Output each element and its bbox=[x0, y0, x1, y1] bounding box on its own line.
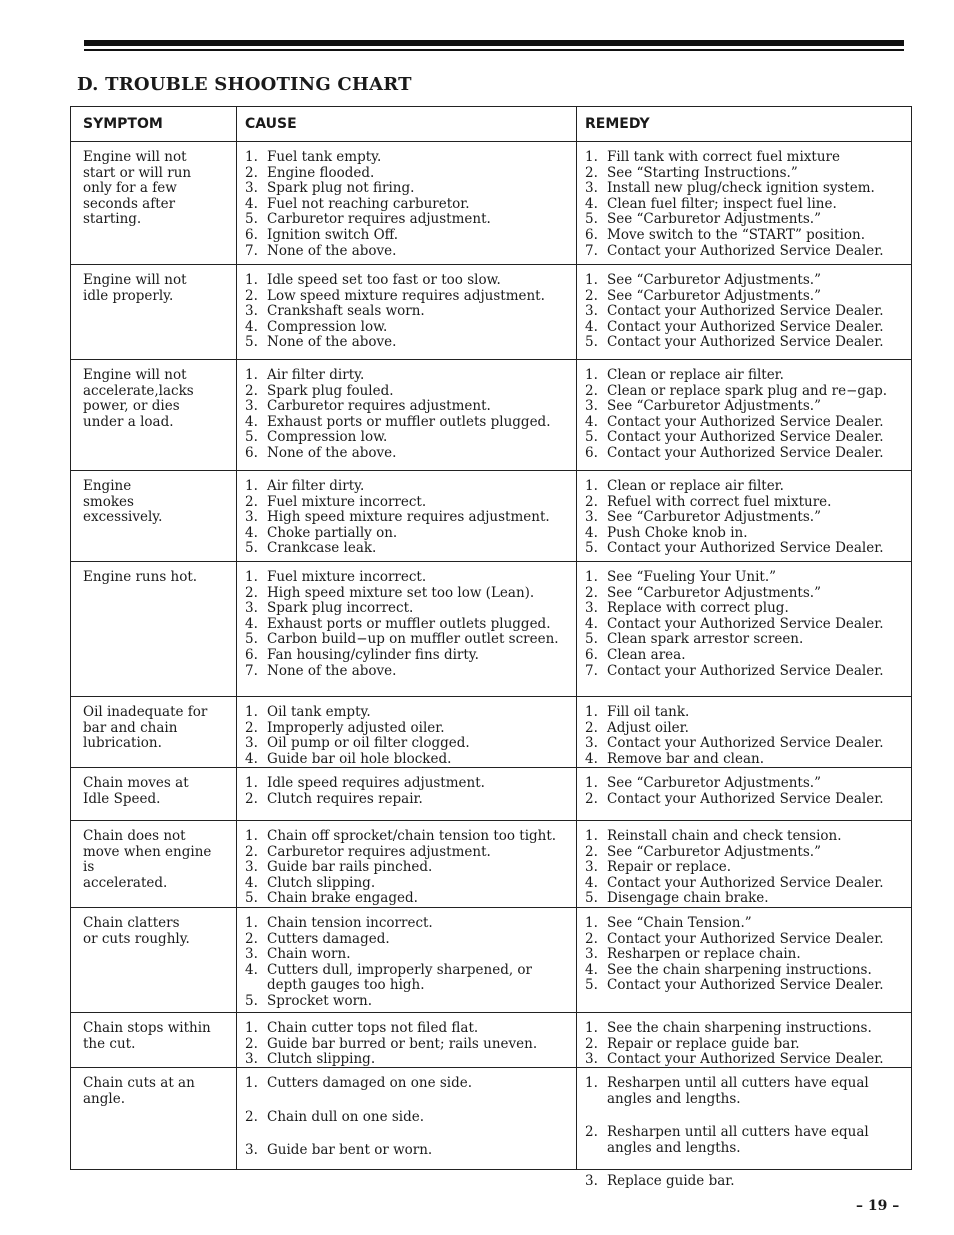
cause-item: Chain tension incorrect. bbox=[267, 915, 433, 931]
top-rule-thick bbox=[84, 40, 904, 46]
cause-item: Idle speed set too fast or too slow. bbox=[267, 272, 501, 288]
cause-item: Spark plug incorrect. bbox=[267, 600, 414, 617]
cause-item: Sprocket worn. bbox=[267, 992, 373, 1009]
cause-item: Oil pump or oil filter clogged. bbox=[267, 735, 470, 752]
table-row bbox=[71, 696, 911, 767]
cause-item: None of the above. bbox=[267, 242, 397, 259]
remedy-item: See “Carburetor Adjustments.” bbox=[607, 272, 821, 288]
remedy-list bbox=[585, 570, 905, 679]
remedy-item: Contact your Authorized Service Dealer. bbox=[607, 429, 884, 446]
remedy-item: Contact your Authorized Service Dealer. bbox=[607, 790, 884, 807]
remedy-item: Clean or replace spark plug and re−gap. bbox=[607, 382, 888, 399]
cause-cell bbox=[236, 562, 576, 696]
symptom-cell: Chain moves at Idle Speed. bbox=[83, 775, 189, 807]
table-header-row bbox=[71, 107, 911, 141]
cause-item: None of the above. bbox=[267, 334, 397, 351]
cause-item: Cutters damaged. bbox=[267, 930, 390, 947]
remedy-list bbox=[585, 479, 905, 557]
cause-cell bbox=[236, 768, 576, 820]
remedy-item: See “Fueling Your Unit.” bbox=[607, 569, 777, 585]
table-row bbox=[71, 820, 911, 907]
cause-list bbox=[245, 1076, 570, 1159]
cause-cell bbox=[236, 142, 576, 264]
cause-cell bbox=[236, 1068, 576, 1169]
cause-item: High speed mixture set too low (Lean). bbox=[267, 584, 535, 601]
cause-item: Engine flooded. bbox=[267, 164, 375, 181]
cause-item: Guide bar bent or worn. bbox=[267, 1142, 433, 1159]
cause-cell bbox=[236, 471, 576, 561]
symptom-cell: Engine will not idle properly. bbox=[83, 272, 187, 304]
top-rule-thin bbox=[84, 49, 904, 51]
cause-item: Ignition switch Off. bbox=[267, 226, 399, 243]
remedy-item: Contact your Authorized Service Dealer. bbox=[607, 874, 884, 891]
cause-item: Guide bar burred or bent; rails uneven. bbox=[267, 1035, 538, 1052]
remedy-item: Clean area. bbox=[607, 646, 686, 663]
cause-item: Air filter dirty. bbox=[267, 478, 365, 494]
cause-item: Fuel tank empty. bbox=[267, 149, 382, 165]
remedy-cell bbox=[576, 1068, 911, 1190]
remedy-item: Fill oil tank. bbox=[607, 704, 690, 720]
cause-cell bbox=[236, 265, 576, 359]
remedy-list bbox=[585, 705, 905, 767]
cause-item: Carburetor requires adjustment. bbox=[267, 843, 491, 860]
cause-item: Fuel not reaching carburetor. bbox=[267, 195, 470, 212]
cause-item: Chain cutter tops not filed flat. bbox=[267, 1020, 479, 1036]
cause-item: Guide bar rails pinched. bbox=[267, 859, 433, 876]
remedy-item: Contact your Authorized Service Dealer. bbox=[607, 977, 884, 994]
remedy-item: Repair or replace guide bar. bbox=[607, 1035, 800, 1052]
cause-item: Choke partially on. bbox=[267, 524, 398, 541]
remedy-cell bbox=[576, 1013, 911, 1067]
cause-list bbox=[245, 570, 570, 679]
cause-list bbox=[245, 273, 570, 351]
cause-item: Compression low. bbox=[267, 318, 388, 335]
cause-item: Clutch slipping. bbox=[267, 874, 376, 891]
cause-item: Chain dull on one side. bbox=[267, 1108, 425, 1125]
cause-list bbox=[245, 776, 570, 807]
table-row bbox=[71, 1067, 911, 1190]
remedy-item: Contact your Authorized Service Dealer. bbox=[607, 334, 884, 351]
cause-item: Idle speed requires adjustment. bbox=[267, 775, 485, 791]
remedy-list bbox=[585, 829, 905, 907]
remedy-cell bbox=[576, 821, 911, 907]
cause-item: Chain off sprocket/chain tension too tight. bbox=[267, 828, 557, 844]
symptom-cell: Chain clatters or cuts roughly. bbox=[83, 915, 190, 947]
remedy-item: Adjust oiler. bbox=[607, 719, 689, 736]
cause-item: Crankcase leak. bbox=[267, 540, 377, 557]
cause-item: Spark plug not firing. bbox=[267, 180, 415, 197]
remedy-cell bbox=[576, 768, 911, 820]
cause-item: Carburetor requires adjustment. bbox=[267, 398, 491, 415]
remedy-item: Refuel with correct fuel mixture. bbox=[607, 493, 832, 510]
cause-item: Compression low. bbox=[267, 429, 388, 446]
cause-item: Fuel mixture incorrect. bbox=[267, 569, 427, 585]
symptom-cell: Chain cuts at an angle. bbox=[83, 1075, 195, 1107]
header-cause: CAUSE bbox=[236, 107, 576, 141]
cause-cell bbox=[236, 360, 576, 470]
remedy-item: Contact your Authorized Service Dealer. bbox=[607, 735, 884, 752]
remedy-item: See the chain sharpening instructions. bbox=[607, 1020, 872, 1036]
cause-item: None of the above. bbox=[267, 444, 397, 461]
cause-list bbox=[245, 150, 570, 259]
cause-list bbox=[245, 705, 570, 767]
remedy-item: Resharpen until all cutters have equal angles and lengths. bbox=[607, 1124, 869, 1156]
remedy-item: See the chain sharpening instructions. bbox=[607, 961, 872, 978]
remedy-item: See “Chain Tension.” bbox=[607, 915, 752, 931]
remedy-list bbox=[585, 916, 905, 994]
table-row bbox=[71, 767, 911, 820]
remedy-item: Remove bar and clean. bbox=[607, 750, 765, 767]
cause-list bbox=[245, 479, 570, 557]
table-row bbox=[71, 359, 911, 470]
symptom-cell: Engine will not accelerate,lacks power, or dies under a load. bbox=[83, 367, 194, 430]
remedy-item: See “Carburetor Adjustments.” bbox=[607, 843, 821, 860]
remedy-item: See “Carburetor Adjustments.” bbox=[607, 211, 821, 228]
cause-item: Oil tank empty. bbox=[267, 704, 371, 720]
remedy-list bbox=[585, 150, 905, 259]
remedy-item: Contact your Authorized Service Dealer. bbox=[607, 413, 884, 430]
remedy-item: Install new plug/check ignition system. bbox=[607, 180, 875, 197]
remedy-item: Contact your Authorized Service Dealer. bbox=[607, 930, 884, 947]
table-row bbox=[71, 1012, 911, 1067]
symptom-cell: Engine will not start or will run only for a few seconds after starting. bbox=[83, 149, 192, 228]
cause-item: Cutters damaged on one side. bbox=[267, 1075, 473, 1091]
symptom-cell: Oil inadequate for bar and chain lubrication. bbox=[83, 704, 208, 752]
remedy-item: See “Starting Instructions.” bbox=[607, 164, 798, 181]
remedy-item: See “Carburetor Adjustments.” bbox=[607, 775, 821, 791]
remedy-item: Resharpen or replace chain. bbox=[607, 946, 801, 963]
remedy-item: Repair or replace. bbox=[607, 859, 732, 876]
remedy-list bbox=[585, 368, 905, 462]
cause-item: High speed mixture requires adjustment. bbox=[267, 509, 550, 526]
table-row bbox=[71, 141, 911, 264]
cause-cell bbox=[236, 1013, 576, 1067]
remedy-item: Fill tank with correct fuel mixture bbox=[607, 149, 840, 165]
table-body bbox=[71, 141, 911, 1190]
symptom-cell: Engine runs hot. bbox=[83, 569, 198, 585]
remedy-item: Push Choke knob in. bbox=[607, 524, 748, 541]
remedy-item: See “Carburetor Adjustments.” bbox=[607, 584, 821, 601]
cause-item: Exhaust ports or muffler outlets plugged. bbox=[267, 615, 551, 632]
cause-item: Fuel mixture incorrect. bbox=[267, 493, 427, 510]
header-symptom: SYMPTOM bbox=[83, 116, 163, 132]
remedy-item: Contact your Authorized Service Dealer. bbox=[607, 318, 884, 335]
remedy-cell bbox=[576, 471, 911, 561]
cause-item: Clutch slipping. bbox=[267, 1051, 376, 1068]
cause-item: Crankshaft seals worn. bbox=[267, 303, 425, 320]
remedy-list bbox=[585, 1021, 905, 1068]
remedy-cell bbox=[576, 265, 911, 359]
remedy-list bbox=[585, 776, 905, 807]
cause-list bbox=[245, 1021, 570, 1068]
remedy-cell bbox=[576, 360, 911, 470]
remedy-cell bbox=[576, 562, 911, 696]
cause-item: None of the above. bbox=[267, 662, 397, 679]
section-title: D. TROUBLE SHOOTING CHART bbox=[77, 74, 412, 95]
remedy-item: Contact your Authorized Service Dealer. bbox=[607, 444, 884, 461]
table-row bbox=[71, 907, 911, 1012]
table-row bbox=[71, 470, 911, 561]
cause-list bbox=[245, 368, 570, 462]
table-row bbox=[71, 561, 911, 696]
cause-item: Clutch requires repair. bbox=[267, 790, 423, 807]
remedy-item: See “Carburetor Adjustments.” bbox=[607, 398, 821, 415]
remedy-list bbox=[585, 1076, 905, 1190]
cause-list bbox=[245, 916, 570, 1010]
trouble-shooting-table bbox=[70, 106, 912, 1190]
remedy-item: Resharpen until all cutters have equal angles and lengths. bbox=[607, 1075, 869, 1107]
remedy-item: Replace guide bar. bbox=[607, 1173, 735, 1190]
cause-cell bbox=[236, 697, 576, 767]
cause-list bbox=[245, 829, 570, 907]
cause-item: Air filter dirty. bbox=[267, 367, 365, 383]
remedy-list bbox=[585, 273, 905, 351]
cause-item: Improperly adjusted oiler. bbox=[267, 719, 445, 736]
remedy-item: Clean or replace air filter. bbox=[607, 478, 784, 494]
remedy-item: Disengage chain brake. bbox=[607, 890, 769, 907]
remedy-item: Contact your Authorized Service Dealer. bbox=[607, 540, 884, 557]
remedy-item: Contact your Authorized Service Dealer. bbox=[607, 662, 884, 679]
remedy-item: Contact your Authorized Service Dealer. bbox=[607, 1051, 884, 1068]
remedy-item: See “Carburetor Adjustments.” bbox=[607, 509, 821, 526]
remedy-item: Contact your Authorized Service Dealer. bbox=[607, 615, 884, 632]
cause-item: Low speed mixture requires adjustment. bbox=[267, 287, 545, 304]
cause-item: Cutters dull, improperly sharpened, or depth gauges too high. bbox=[267, 961, 532, 994]
cause-item: Chain brake engaged. bbox=[267, 890, 418, 907]
remedy-item: Reinstall chain and check tension. bbox=[607, 828, 842, 844]
symptom-cell: Chain stops within the cut. bbox=[83, 1020, 211, 1052]
cause-item: Carbon build−up on muffler outlet screen. bbox=[267, 631, 559, 648]
remedy-item: Clean or replace air filter. bbox=[607, 367, 784, 383]
remedy-item: Move switch to the “START” position. bbox=[607, 226, 866, 243]
cause-cell bbox=[236, 908, 576, 1012]
cause-item: Fan housing/cylinder fins dirty. bbox=[267, 646, 479, 663]
remedy-cell bbox=[576, 142, 911, 264]
symptom-cell: Chain does not move when engine is accelerated. bbox=[83, 828, 212, 891]
remedy-item: Contact your Authorized Service Dealer. bbox=[607, 303, 884, 320]
remedy-item: Contact your Authorized Service Dealer. bbox=[607, 242, 884, 259]
remedy-item: Clean fuel filter; inspect fuel line. bbox=[607, 195, 837, 212]
remedy-item: Clean spark arrestor screen. bbox=[607, 631, 804, 648]
remedy-cell bbox=[576, 697, 911, 767]
remedy-cell bbox=[576, 908, 911, 1012]
cause-cell bbox=[236, 821, 576, 907]
table-row bbox=[71, 264, 911, 359]
remedy-item: Replace with correct plug. bbox=[607, 600, 789, 617]
cause-item: Spark plug fouled. bbox=[267, 382, 394, 399]
cause-item: Chain worn. bbox=[267, 946, 351, 963]
cause-item: Guide bar oil hole blocked. bbox=[267, 750, 452, 767]
cause-item: Exhaust ports or muffler outlets plugged. bbox=[267, 413, 551, 430]
header-remedy: REMEDY bbox=[576, 107, 911, 141]
page-number: – 19 – bbox=[856, 1198, 900, 1214]
symptom-cell: Engine smokes excessively. bbox=[83, 478, 163, 526]
remedy-item: See “Carburetor Adjustments.” bbox=[607, 287, 821, 304]
cause-item: Carburetor requires adjustment. bbox=[267, 211, 491, 228]
